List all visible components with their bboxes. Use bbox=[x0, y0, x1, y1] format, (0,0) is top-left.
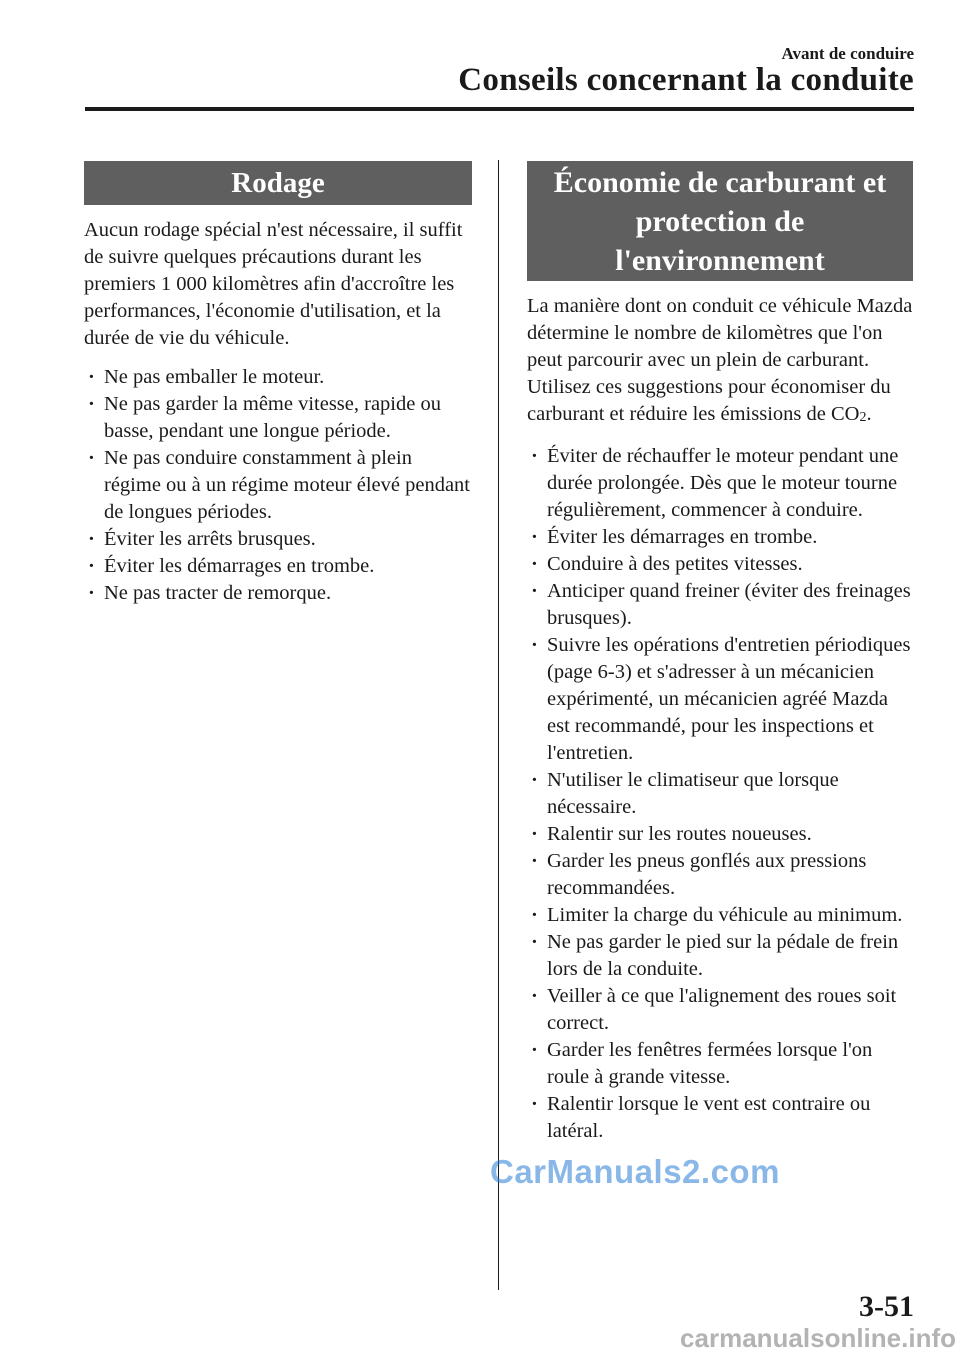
economie-intro-end: . bbox=[866, 403, 872, 425]
rodage-bullet-4: · Éviter les arrêts brusques. bbox=[84, 526, 472, 553]
economie-heading-line-2: protection de bbox=[635, 205, 805, 238]
co2-subscript: 2 bbox=[859, 410, 867, 425]
economie-bullet-3: · Conduire à des petites vitesses. bbox=[527, 551, 913, 578]
rodage-bullet-3: · Ne pas conduire constamment à plein régime ou à un régime moteur élevé pendant de longues périodes. bbox=[84, 445, 472, 526]
economie-bullet-13: · Ralentir lorsque le vent est contraire ou latéral. bbox=[527, 1091, 913, 1145]
economie-bullet-11: · Veiller à ce que l'alignement des roues soit correct. bbox=[527, 983, 913, 1037]
economie-heading-line-3: l'environnement bbox=[615, 244, 825, 277]
economie-bullet-9: · Limiter la charge du véhicule au minimum. bbox=[527, 902, 913, 929]
rodage-bullet-5: · Éviter les démarrages en trombe. bbox=[84, 553, 472, 580]
rodage-column bbox=[84, 161, 472, 607]
economie-bullet-2: · Éviter les démarrages en trombe. bbox=[527, 524, 913, 551]
economie-bullet-8: · Garder les pneus gonflés aux pressions recommandées. bbox=[527, 848, 913, 902]
column-divider bbox=[498, 160, 499, 1290]
page-title: Conseils concernant la conduite bbox=[458, 62, 914, 98]
economie-column bbox=[527, 161, 913, 1145]
footer-site-watermark: carmanualsonline.info bbox=[680, 1323, 956, 1353]
rodage-bullet-6: · Ne pas tracter de remorque. bbox=[84, 580, 472, 607]
economie-bullet-1: · Éviter de réchauffer le moteur pendant une durée prolongée. Dès que le moteur tourne régulièrement, commencer à conduire. bbox=[527, 443, 913, 524]
economie-heading-line-1: Économie de carburant et bbox=[553, 166, 887, 199]
rodage-bullet-2: · Ne pas garder la même vitesse, rapide ou basse, pendant une longue période. bbox=[84, 391, 472, 445]
rodage-intro: Aucun rodage spécial n'est nécessaire, il suffit de suivre quelques précautions durant les premiers 1 000 kilomètres afin d'accroître les performances, l'économie d'utilisation, et la durée de vie du véhicule. bbox=[84, 219, 463, 349]
page-number: 3-51 bbox=[859, 1290, 914, 1323]
rodage-heading: Rodage bbox=[84, 161, 472, 205]
economie-bullet-12: · Garder les fenêtres fermées lorsque l'on roule à grande vitesse. bbox=[527, 1037, 913, 1091]
economie-bullet-10: · Ne pas garder le pied sur la pédale de frein lors de la conduite. bbox=[527, 929, 913, 983]
economie-intro bbox=[527, 293, 913, 431]
economie-intro-text: La manière dont on conduit ce véhicule Mazda détermine le nombre de kilomètres que l'on peut parcourir avec un plein de carburant. Utilisez ces suggestions pour économiser du carburant et réduire les émissions de CO bbox=[527, 295, 913, 425]
header-divider bbox=[85, 107, 914, 111]
watermark: CarManuals2.com bbox=[490, 1153, 780, 1190]
economie-bullet-list bbox=[527, 443, 913, 1145]
header-section-label: Avant de conduire bbox=[781, 44, 914, 63]
economie-heading bbox=[527, 161, 913, 281]
economie-bullet-6: · N'utiliser le climatiseur que lorsque nécessaire. bbox=[527, 767, 913, 821]
economie-bullet-7: · Ralentir sur les routes noueuses. bbox=[527, 821, 913, 848]
rodage-bullet-1: · Ne pas emballer le moteur. bbox=[84, 364, 472, 391]
economie-bullet-5: · Suivre les opérations d'entretien périodiques (page 6-3) et s'adresser à un mécanicien expérimenté, un mécanicien agréé Mazda est recommandé, pour les inspections et l'entretien. bbox=[527, 632, 913, 767]
rodage-bullet-list bbox=[84, 364, 472, 607]
economie-bullet-4: · Anticiper quand freiner (éviter des freinages brusques). bbox=[527, 578, 913, 632]
